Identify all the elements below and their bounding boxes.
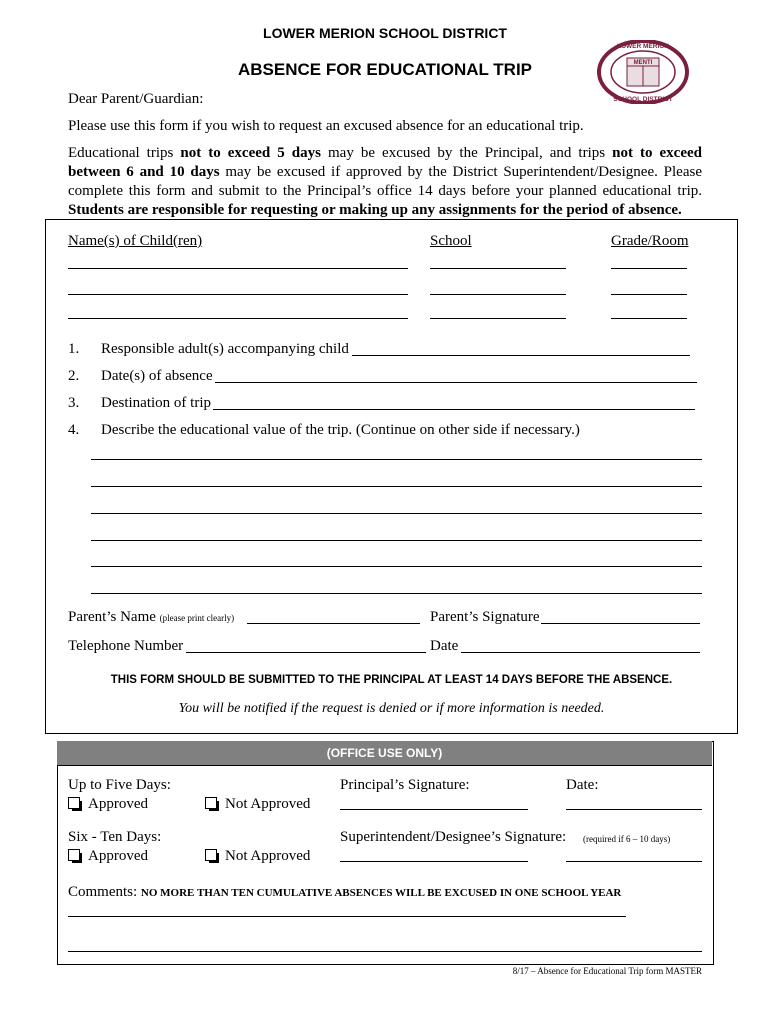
svg-text:SCHOOL DISTRICT: SCHOOL DISTRICT [613,96,673,103]
children-names-header: Name(s) of Child(ren) [68,233,203,249]
educational-value-line-2[interactable] [91,486,702,487]
child-name-field-3[interactable] [68,318,408,319]
q4-label: Describe the educational value of the trip. (Continue on other side if necessary.) [101,422,580,438]
superintendent-signature-field[interactable] [340,861,528,862]
comments-line-2[interactable] [68,951,702,952]
grade-field-3[interactable] [611,318,687,319]
five-days-approved-option[interactable]: Approved [68,796,148,813]
form-version-footer: 8/17 – Absence for Educational Trip form MASTER [512,966,702,976]
parent-signature-label: Parent’s Signature [430,609,540,625]
principal-date-field[interactable] [566,809,702,810]
comments-line-1[interactable] [68,916,626,917]
five-days-not-approved-option[interactable]: Not Approved [205,796,310,813]
checkbox-icon[interactable] [205,797,217,809]
date-label: Date [430,638,459,654]
parent-signature-field[interactable] [541,623,700,624]
five-days-label: Up to Five Days: [68,777,171,793]
school-header: School [430,233,472,249]
policy-paragraph: Educational trips not to exceed 5 days may be excused by the Principal, and trips not to exceed between 6 and 10 days may be excused if approved by the District Superintendent/Designee. Please complete this form and submit to the Principal’s office 14 days before your planned educational trip. Students are responsible for requesting or making up any assignments for the period of absence. [68,145,702,218]
educational-value-line-6[interactable] [91,593,702,594]
absence-dates-field[interactable] [215,382,697,383]
grade-room-header: Grade/Room [611,233,689,249]
principal-signature-label: Principal’s Signature: [340,777,470,793]
cumulative-absence-note: NO MORE THAN TEN CUMULATIVE ABSENCES WILL BE EXCUSED IN ONE SCHOOL YEAR [140,887,622,899]
office-use-header: (OFFICE USE ONLY) [57,741,712,766]
educational-value-line-3[interactable] [91,513,702,514]
educational-value-line-5[interactable] [91,566,702,567]
date-field[interactable] [461,652,700,653]
office-use-box [57,741,714,965]
q1-number: 1. [68,341,80,357]
checkbox-icon[interactable] [68,797,80,809]
submission-notice: THIS FORM SHOULD BE SUBMITTED TO THE PRINCIPAL AT LEAST 14 DAYS BEFORE THE ABSENCE. [110,674,673,686]
grade-field-1[interactable] [611,268,687,269]
school-field-3[interactable] [430,318,566,319]
telephone-label: Telephone Number [68,638,184,654]
comments-label: Comments: NO MORE THAN TEN CUMULATIVE ABSENCES WILL BE EXCUSED IN ONE SCHOOL YEAR [68,884,622,900]
q3-number: 3. [68,395,80,411]
notification-note: You will be notified if the request is denied or if more information is needed. [178,701,605,716]
child-name-field-1[interactable] [68,268,408,269]
principal-signature-field[interactable] [340,809,528,810]
request-form-box [45,219,738,734]
checkbox-icon[interactable] [68,849,80,861]
q2-number: 2. [68,368,80,384]
ten-days-approved-option[interactable]: Approved [68,848,148,865]
child-name-field-2[interactable] [68,294,408,295]
principal-date-label: Date: [566,777,599,793]
district-name: LOWER MERION SCHOOL DISTRICT [263,25,507,41]
q4-number: 4. [68,422,80,438]
trip-destination-field[interactable] [213,409,695,410]
school-field-1[interactable] [430,268,566,269]
page-title: ABSENCE FOR EDUCATIONAL TRIP [237,60,533,79]
q3-label: Destination of trip [101,395,211,411]
telephone-field[interactable] [186,652,426,653]
school-field-2[interactable] [430,294,566,295]
greeting: Dear Parent/Guardian: [68,91,204,107]
svg-text:LOWER MERION: LOWER MERION [617,43,669,50]
intro-paragraph: Please use this form if you wish to request an excused absence for an educational trip. [68,118,584,134]
svg-text:MENTI: MENTI [633,60,653,66]
required-note: (required if 6 – 10 days) [583,834,671,844]
superintendent-signature-label: Superintendent/Designee’s Signature: [340,829,567,845]
educational-value-line-1[interactable] [91,459,702,460]
q1-label: Responsible adult(s) accompanying child [101,341,349,357]
parent-name-field[interactable] [247,623,420,624]
responsible-adult-field[interactable] [352,355,690,356]
ten-days-not-approved-option[interactable]: Not Approved [205,848,310,865]
ten-days-label: Six - Ten Days: [68,829,162,845]
print-clearly-note: (please print clearly) [159,613,235,623]
educational-value-line-4[interactable] [91,540,702,541]
parent-name-label: Parent’s Name (please print clearly) [68,609,235,625]
checkbox-icon[interactable] [205,849,217,861]
district-seal-logo [593,40,693,104]
q2-label: Date(s) of absence [101,368,213,384]
grade-field-2[interactable] [611,294,687,295]
superintendent-date-field[interactable] [566,861,702,862]
